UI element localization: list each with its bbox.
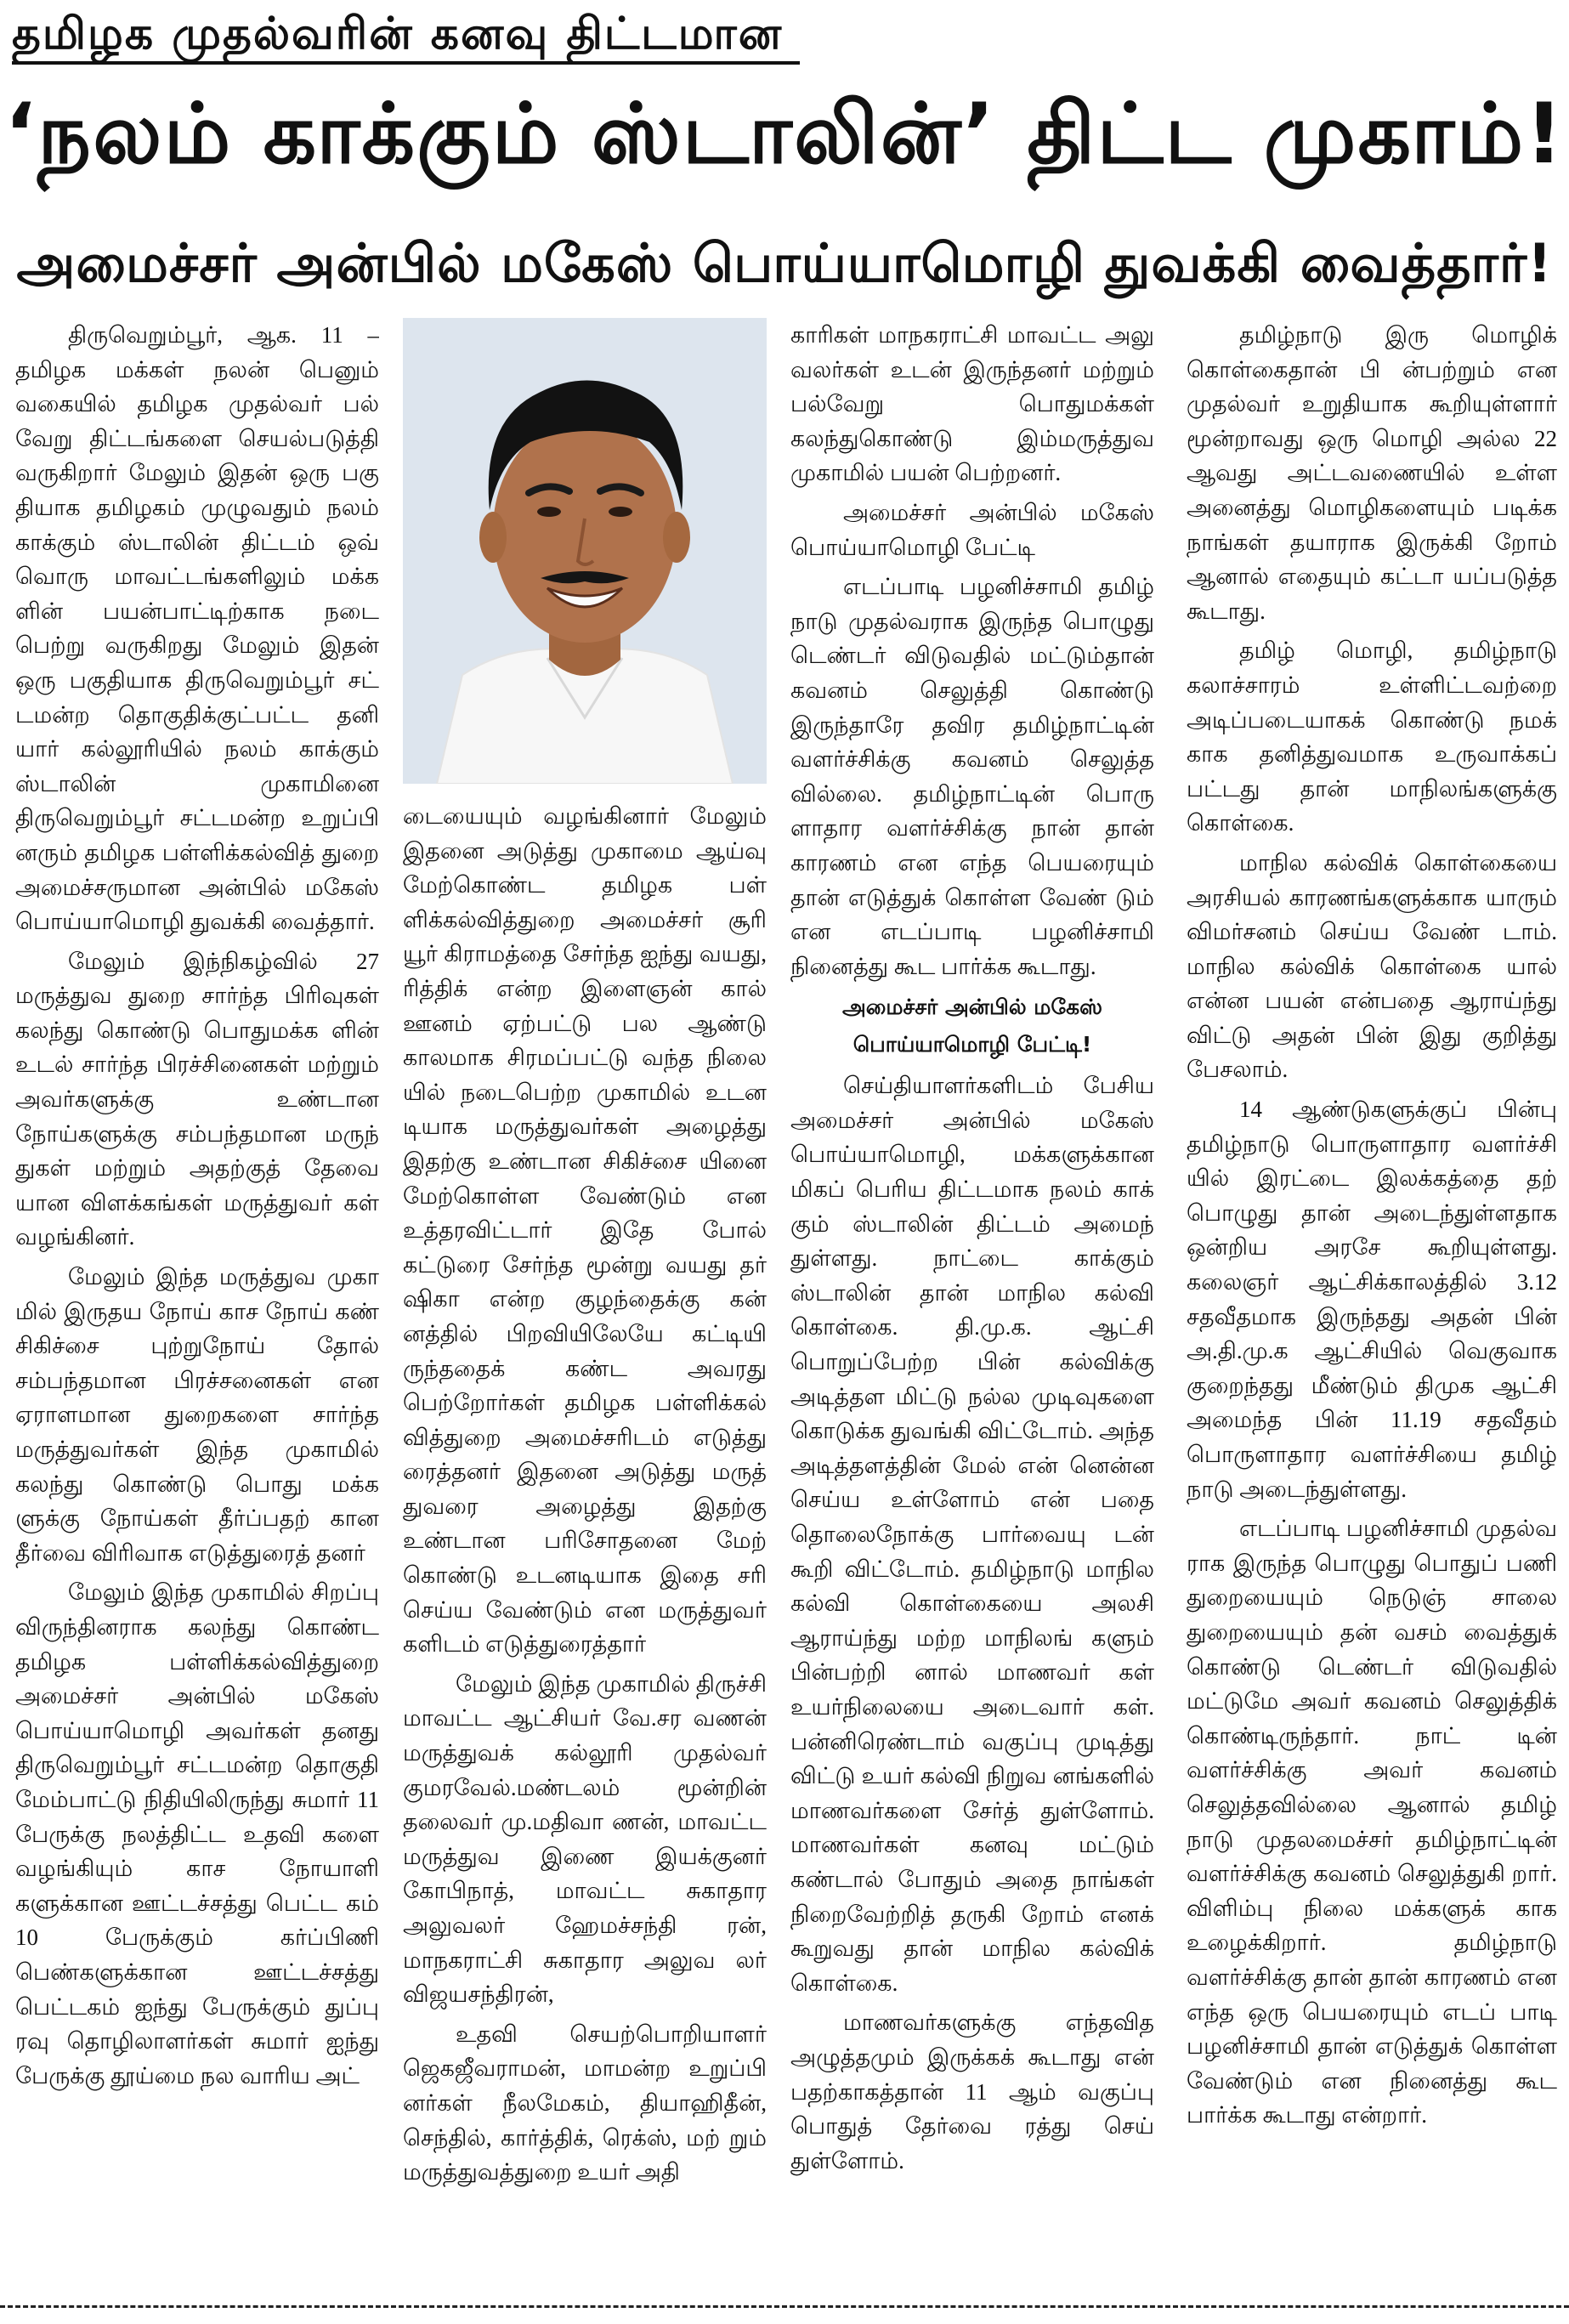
paragraph: உதவி செயற்பொறியாளர் ஜெகஜீவராமன், மாமன்ற உறுப்பி னர்கள் நீலமேகம், தியாஹிதீன், செந்தில், கார்த்திக், ரெக்ஸ், மற் றும் மருத்துவத்துறை உயர் அதி	[403, 2021, 767, 2185]
portrait-photo-icon	[403, 318, 767, 784]
paragraph: மாணவர்களுக்கு எந்தவித அழுத்தமும் இருக்கக் கூடாது என் பதற்காகத்தான் 11 ஆம் வகுப்பு பொதுத் தேர்வை ரத்து செய் துள்ளோம்.	[790, 2009, 1154, 2174]
sub-headline: அமைச்சர் அன்பில் மகேஸ் பொய்யாமொழி துவக்கி வைத்தார்!	[16, 232, 1553, 294]
bottom-dashed-rule	[0, 2305, 1569, 2308]
paragraph: தமிழ் மொழி, தமிழ்நாடு கலாச்சாரம் உள்ளிட்டவற்றை அடிப்படையாகக் கொண்டு நமக் காக தனித்துவமாக உருவாக்கப் பட்டது தான் மாநிலங்களுக்கு கொள்கை.	[1187, 638, 1557, 836]
paragraph: எடப்பாடி பழனிச்சாமி முதல்வ ராக இருந்த பொழுது பொதுப் பணி துறையையும் நெடுஞ் சாலை துறையையும் தன் வசம் வைத்துக் கொண்டு டெண்டர் விடுவதில் மட்டுமே அவர் கவனம் செலுத்திக் கொண்டிருந்தார். நாட் டின் வளர்ச்சிக்கு அவர் கவனம் செலுத்தவில்லை ஆனால் தமிழ் நாடு முதலமைச்சர் தமிழ்நாட்டின் வளர்ச்சிக்கு கவனம் செலுத்துகி றார். விளிம்பு நிலை மக்களுக் காக உழைக்கிறார். தமிழ்நாடு வளர்ச்சிக்கு தான் தான் காரணம் என எந்த ஒரு பெயரையும் எடப் பாடி பழனிச்சாமி தான் எடுத்துக் கொள்ள வேண்டும் என நினைத்து கூட பார்க்க கூடாது என்றார்.	[1187, 1516, 1557, 2128]
paragraph: எடப்பாடி பழனிச்சாமி தமிழ் நாடு முதல்வராக இருந்த பொழுது டெண்டர் விடுவதில் மட்டும்தான் கவனம் செலுத்தி கொண்டு இருந்தாரே தவிர தமிழ்நாட்டின் வளர்ச்சிக்கு கவனம் செலுத்த வில்லை. தமிழ்நாட்டின் பொரு ளாதார வளர்ச்சிக்கு நான் தான் காரணம் என எந்த பெயரையும் தான் எடுத்துக் கொள்ள வேண் டும் என எடப்பாடி பழனிச்சாமி நினைத்து கூட பார்க்க கூடாது.	[790, 574, 1154, 979]
kicker-headline: தமிழக முதல்வரின் கனவு திட்டமான	[12, 7, 800, 65]
paragraph: மாநில கல்விக் கொள்கையை அரசியல் காரணங்களுக்காக யாரும் விமர்சனம் செய்ய வேண் டாம். மாநில கல்விக் கொள்கை யால் என்ன பயன் என்பதை ஆராய்ந்து விட்டு அதன் பின் இது குறித்து பேசலாம்.	[1187, 849, 1557, 1083]
paragraph: அமைச்சர் அன்பில் மகேஸ் பொய்யாமொழி பேட்டி	[790, 499, 1154, 560]
paragraph: 14 ஆண்டுகளுக்குப் பின்பு தமிழ்நாடு பொருளாதார வளர்ச்சி யில் இரட்டை இலக்கத்தை தற் பொழுது தான் அடைந்துள்ளதாக ஒன்றிய அரசே கூறியுள்ளது. கலைஞர் ஆட்சிக்காலத்தில் 3.12 சதவீதமாக இருந்தது அதன் பின் அ.தி.மு.க ஆட்சியில் வெகுவாக குறைந்தது மீண்டும் திமுக ஆட்சி அமைந்த பின் 11.19 சதவீதம் பொருளாதார வளர்ச்சியை தமிழ் நாடு அடைந்துள்ளது.	[1187, 1097, 1557, 1502]
article-column-3	[790, 318, 1154, 2288]
paragraph: மேலும் இந்த முகாமில் திருச்சி மாவட்ட ஆட்சியர் வே.சர வணன் மருத்துவக் கல்லூரி முதல்வர் குமரவேல்.மண்டலம் மூன்றின் தலைவர் மு.மதிவா ணன், மாவட்ட மருத்துவ இணை இயக்குனர் கோபிநாத், மாவட்ட சுகாதார அலுவலர் ஹேமச்சந்தி ரன், மாநகராட்சி சுகாதார அலுவ லர் விஜயசந்திரன்,	[403, 1670, 767, 2008]
paragraph: டையையும் வழங்கினார் மேலும் இதனை அடுத்து முகாமை ஆய்வு மேற்கொண்ட தமிழக பள் ளிக்கல்வித்துறை அமைச்சர் சூரி யூர் கிராமத்தை சேர்ந்த ஐந்து வயது, ரித்திக் என்ற இளைஞன் கால் ஊனம் ஏற்பட்டு பல ஆண்டு காலமாக சிரமப்பட்டு வந்த நிலை யில் நடைபெற்ற முகாமில் உடன டியாக மருத்துவர்கள் அழைத்து இதற்கு உண்டான சிகிச்சை யினை மேற்கொள்ள வேண்டும் என உத்தரவிட்டார் இதே போல் கட்டுரை சேர்ந்த மூன்று வயது தர் ஷிகா என்ற குழந்தைக்கு கன் னத்தில் பிறவியிலேயே கட்டியி ருந்ததைக் கண்ட அவரது பெற்றோர்கள் தமிழக பள்ளிக்கல் வித்துறை அமைச்சரிடம் எடுத்து ரைத்தனர் இதனை அடுத்து மருத் துவரை அழைத்து இதற்கு உண்டான பரிசோதனை மேற் கொண்டு உடனடியாக இதை சரி செய்ய வேண்டும் என மருத்துவர் களிடம் எடுத்துரைத்தார்	[403, 803, 767, 1658]
main-headline: ‘நலம் காக்கும் ஸ்டாலின்’ திட்ட முகாம்!	[4, 86, 1565, 183]
section-subheading: அமைச்சர் அன்பில் மகேஸ் பொய்யாமொழி பேட்டி!	[841, 995, 1102, 1057]
paragraph: காரிகள் மாநகராட்சி மாவட்ட அலு வலர்கள் உடன் இருந்தனர் மற்றும் பல்வேறு பொதுமக்கள் கலந்துகொண்டு இம்மருத்துவ முகாமில் பயன் பெற்றனர்.	[790, 322, 1154, 486]
paragraph: திருவெறும்பூர், ஆக. 11 – தமிழக மக்கள் நலன் பெனும் வகையில் தமிழக முதல்வர் பல் வேறு திட்டங்களை செயல்படுத்தி வருகிறார் மேலும் இதன் ஒரு பகு தியாக தமிழகம் முழுவதும் நலம் காக்கும் ஸ்டாலின் திட்டம் ஒவ் வொரு மாவட்டங்களிலும் மக்க ளின் பயன்பாட்டிற்காக நடை பெற்று வருகிறது மேலும் இதன் ஒரு பகுதியாக திருவெறும்பூர் சட் டமன்ற தொகுதிக்குட்பட்ட தனி யார் கல்லூரியில் நலம் காக்கும் ஸ்டாலின் முகாமினை திருவெறும்பூர் சட்டமன்ற உறுப்பி னரும் தமிழக பள்ளிக்கல்வித் துறை அமைச்சருமான அன்பில் மகேஸ் பொய்யாமொழி துவக்கி வைத்தார்.	[15, 322, 379, 935]
article-column-1	[15, 318, 379, 2288]
article-column-2	[403, 799, 767, 2288]
article-column-4	[1187, 318, 1557, 2288]
paragraph: தமிழ்நாடு இரு மொழிக் கொள்கைதான் பி ன்பற்றும் என முதல்வர் உறுதியாக கூறியுள்ளார் மூன்றாவது ஒரு மொழி அல்ல 22 ஆவது அட்டவணையில் உள்ள அனைத்து மொழிகளையும் படிக்க நாங்கள் தயாராக இருக்கி றோம் ஆனால் எதையும் கட்டா யப்படுத்த கூடாது.	[1187, 322, 1557, 624]
paragraph: மேலும் இந்நிகழ்வில் 27 மருத்துவ துறை சார்ந்த பிரிவுகள் கலந்து கொண்டு பொதுமக்க ளின் உடல் சார்ந்த பிரச்சினைகள் மற்றும் அவர்களுக்கு உண்டான நோய்களுக்கு சம்பந்தமான மருந் துகள் மற்றும் அதற்குத் தேவை யான விளக்கங்கள் மருத்துவர் கள் வழங்கினர்.	[15, 948, 379, 1250]
minister-photo	[403, 318, 767, 784]
paragraph: மேலும் இந்த முகாமில் சிறப்பு விருந்தினராக கலந்து கொண்ட தமிழக பள்ளிக்கல்வித்துறை அமைச்சர் அன்பில் மகேஸ் பொய்யாமொழி அவர்கள் தனது திருவெறும்பூர் சட்டமன்ற தொகுதி மேம்பாட்டு நிதியிலிருந்து சுமார் 11 பேருக்கு நலத்திட்ட உதவி களை வழங்கியும் காச நோயாளி களுக்கான ஊட்டச்சத்து பெட்ட கம் 10 பேருக்கும் கர்ப்பிணி பெண்களுக்கான ஊட்டச்சத்து பெட்டகம் ஐந்து பேருக்கும் துப்பு ரவு தொழிலாளர்கள் சுமார் ஐந்து பேருக்கு தூய்மை நல வாரிய அட்	[15, 1579, 379, 2089]
paragraph: செய்தியாளர்களிடம் பேசிய அமைச்சர் அன்பில் மகேஸ் பொய்யாமொழி, மக்களுக்கான மிகப் பெரிய திட்டமாக நலம் காக் கும் ஸ்டாலின் திட்டம் அமைந் துள்ளது. நாட்டை காக்கும் ஸ்டாலின் தான் மாநில கல்வி கொள்கை. தி.மு.க. ஆட்சி பொறுப்பேற்ற பின் கல்விக்கு அடித்தள மிட்டு நல்ல முடிவுகளை கொடுக்க துவங்கி விட்டோம். அந்த அடித்தளத்தின் மேல் என் னென்ன செய்ய உள்ளோம் என் பதை தொலைநோக்கு பார்வையு டன் கூறி விட்டோம். தமிழ்நாடு மாநில கல்வி கொள்கையை அலசி ஆராய்ந்து மற்ற மாநிலங் களும் பின்பற்றி னால் மாணவர் கள் உயர்நிலையை அடைவார் கள். பன்னிரெண்டாம் வகுப்பு முடித்து விட்டு உயர் கல்வி நிறுவ னங்களில் மாணவர்களை சேர்த் துள்ளோம். மாணவர்கள் கனவு மட்டும் கண்டால் போதும் அதை நாங்கள் நிறைவேற்றித் தருகி றோம் எனக் கூறுவது தான் மாநில கல்விக் கொள்கை.	[790, 1073, 1154, 1996]
paragraph: மேலும் இந்த மருத்துவ முகா மில் இருதய நோய் காச நோய் கண் சிகிச்சை புற்றுநோய் தோல் சம்பந்தமான பிரச்சனைகள் என ஏராளமான துறைகளை சார்ந்த மருத்துவர்கள் இந்த முகாமில் கலந்து கொண்டு பொது மக்க ளுக்கு நோய்கள் தீர்ப்பதற் கான தீர்வை விரிவாக எடுத்துரைத் தனர்	[15, 1264, 379, 1566]
